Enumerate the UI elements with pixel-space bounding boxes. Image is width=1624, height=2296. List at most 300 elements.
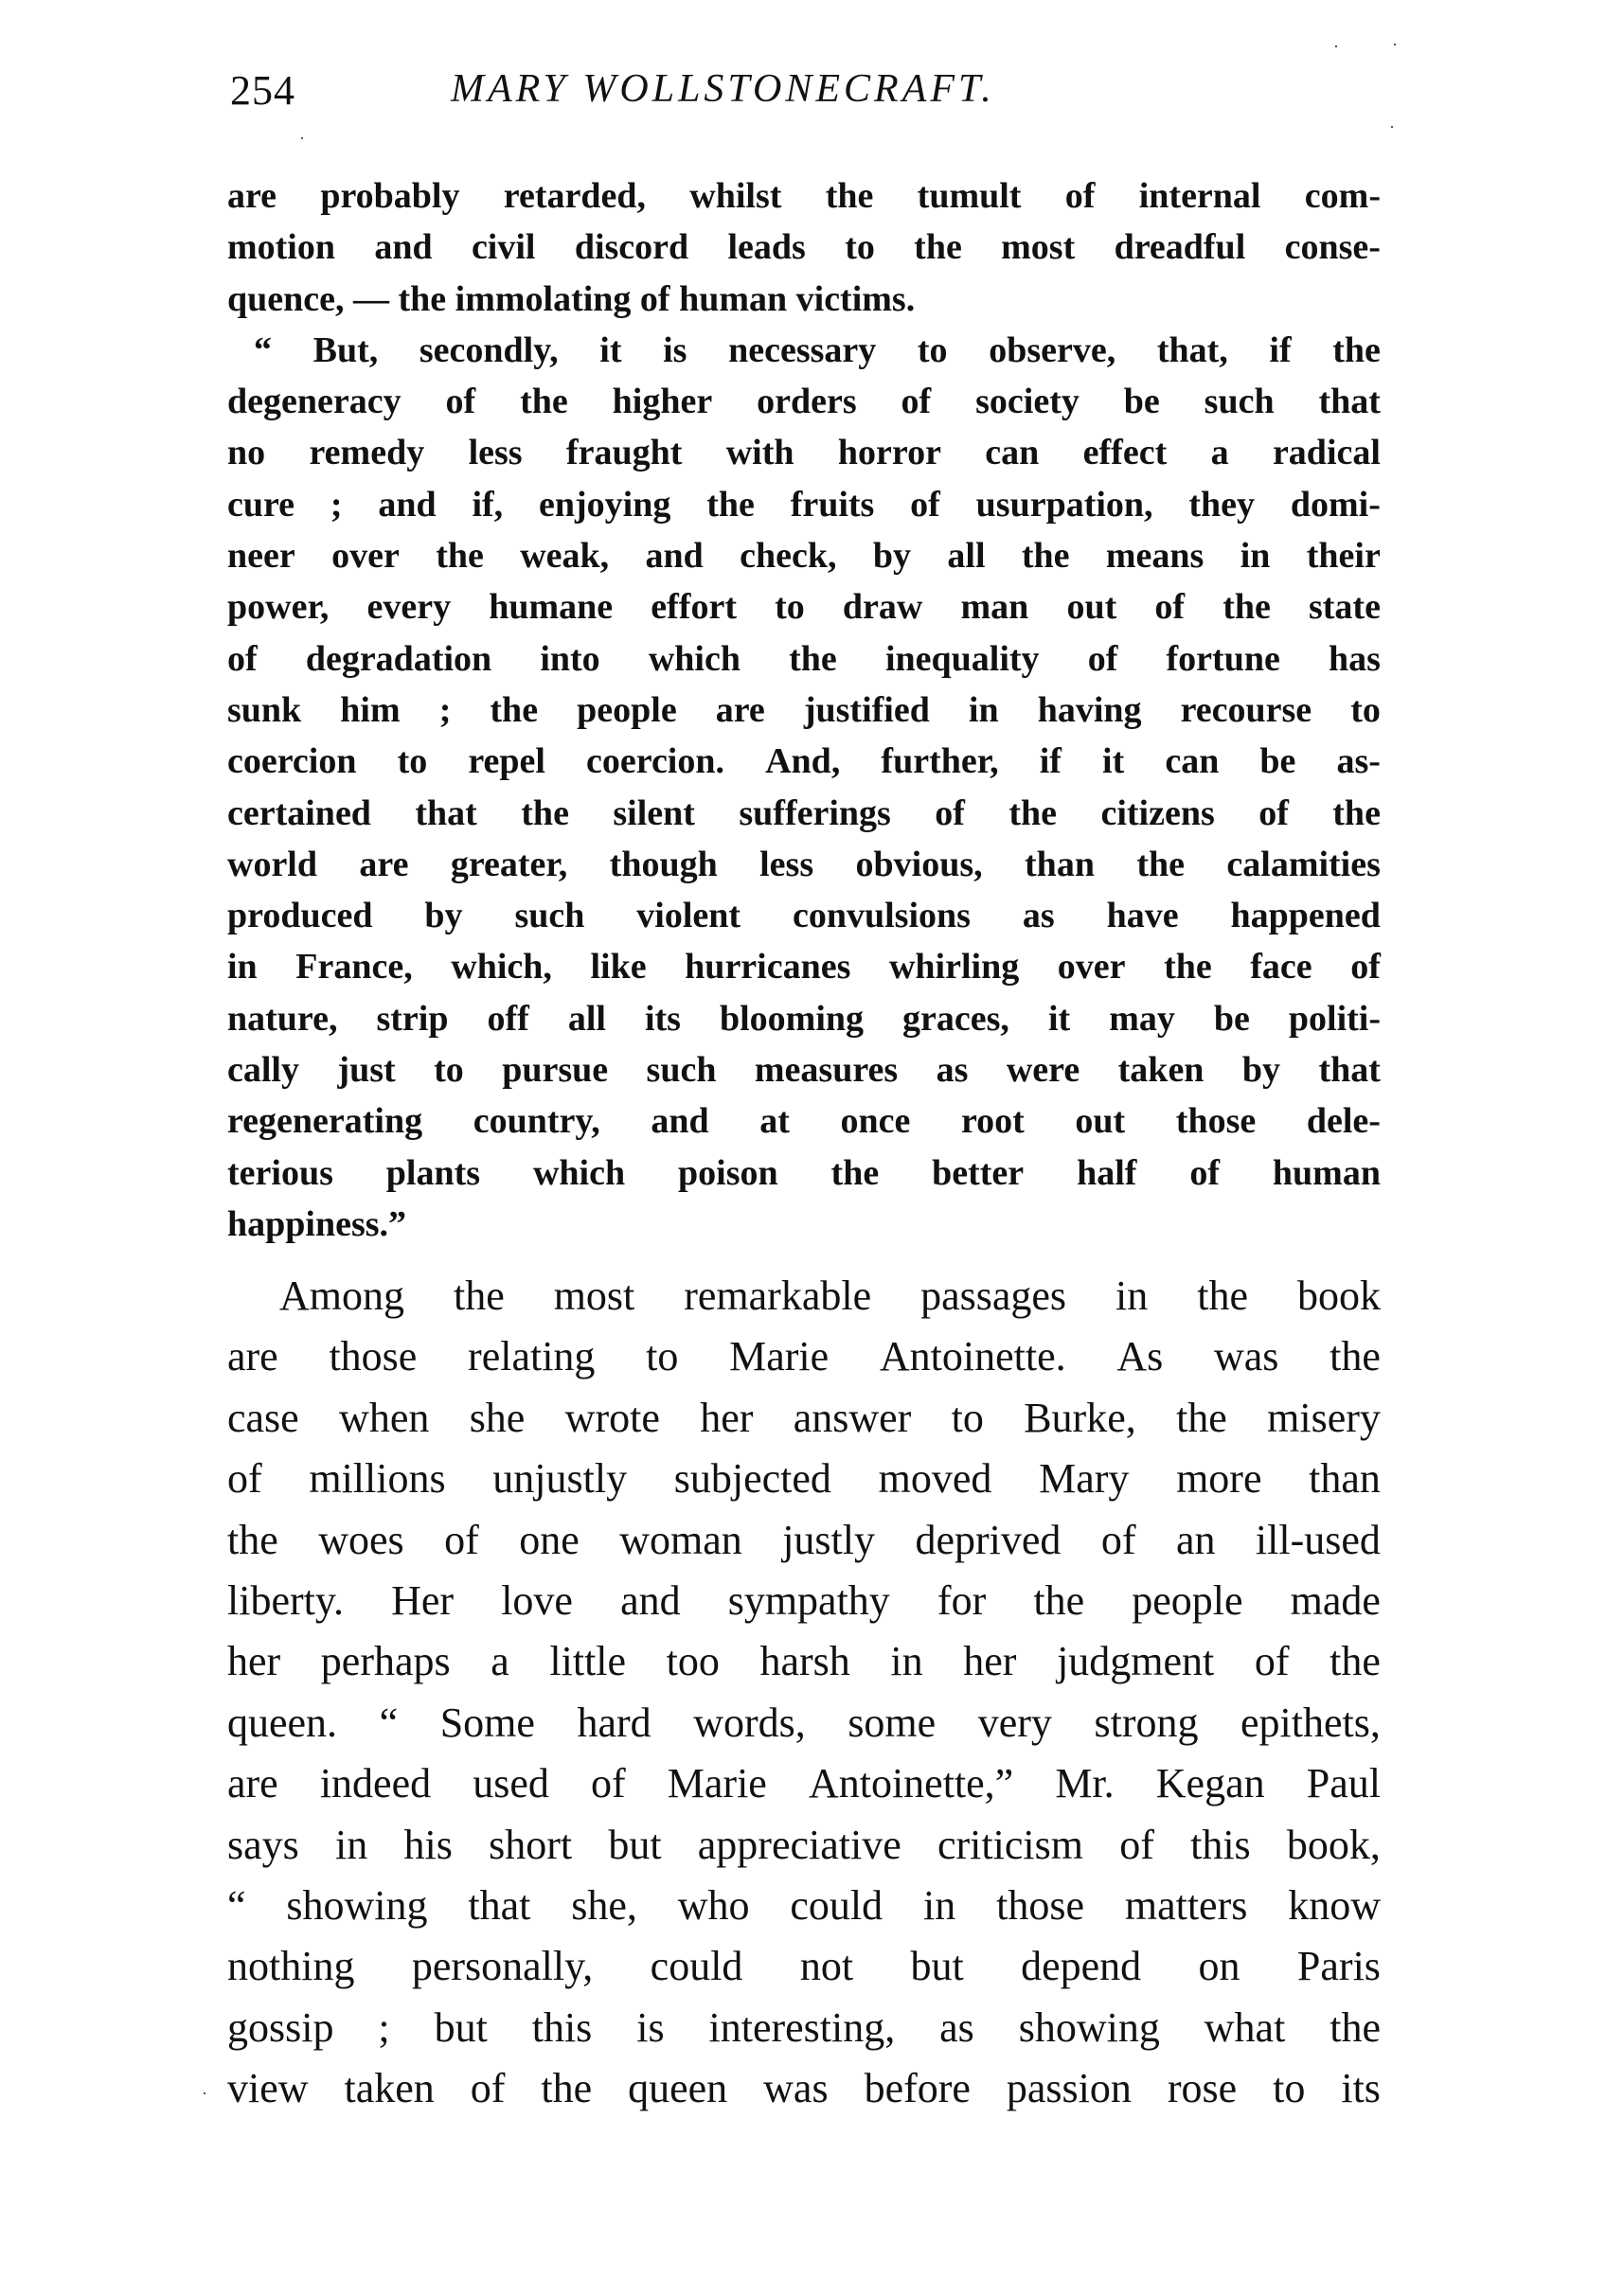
word: the: [227, 1516, 278, 1563]
word: that: [415, 792, 477, 833]
word: the: [1176, 1394, 1227, 1441]
word: repel: [468, 741, 545, 782]
word: into: [540, 638, 600, 679]
word: taken: [1117, 1050, 1205, 1091]
word: Paris: [1296, 1943, 1381, 1990]
word: the: [1136, 844, 1185, 884]
word: inequality: [884, 638, 1040, 679]
word: that: [468, 1882, 531, 1930]
word: some: [848, 1699, 937, 1746]
scan-speck: [301, 137, 303, 139]
word: if: [1269, 329, 1292, 370]
word: what: [1204, 2003, 1286, 2051]
word: be: [1213, 998, 1250, 1039]
word: as-: [1336, 741, 1381, 782]
word: radical: [1272, 433, 1381, 473]
word: love: [501, 1577, 573, 1625]
word: degeneracy: [227, 382, 402, 422]
word: strong: [1094, 1699, 1199, 1746]
word: of: [591, 1760, 626, 1807]
word: of: [910, 484, 940, 525]
word: of: [1100, 1516, 1136, 1563]
quoted-passage: [227, 170, 1381, 1250]
word: Marie: [729, 1333, 830, 1380]
word: of: [1087, 638, 1118, 679]
text-line: [227, 1936, 1381, 1997]
word: her: [227, 1638, 281, 1685]
word: him: [340, 689, 401, 730]
word: leads: [727, 227, 806, 268]
word: motion: [227, 227, 335, 268]
word: she,: [571, 1882, 637, 1930]
word: in: [968, 689, 999, 730]
word: enjoying: [539, 484, 671, 525]
word: to: [1350, 689, 1381, 730]
word: state: [1308, 587, 1381, 628]
word: the: [541, 2065, 593, 2112]
word: to: [845, 227, 875, 268]
word: Marie: [667, 1760, 767, 1807]
word: that: [1318, 1050, 1381, 1091]
word: by: [424, 896, 463, 936]
text-line: [227, 1449, 1381, 1509]
word: of: [227, 638, 258, 679]
word: justified: [803, 689, 930, 730]
word: may: [1109, 998, 1175, 1039]
word: has: [1329, 638, 1381, 679]
word: sunk: [227, 689, 302, 730]
word: subjected: [673, 1455, 831, 1503]
word: coercion: [227, 741, 357, 782]
word: moved: [878, 1455, 992, 1503]
word: in: [1240, 536, 1271, 577]
word: the: [520, 382, 568, 422]
text-line: [227, 633, 1381, 685]
text-line: [227, 1571, 1381, 1631]
word: of: [1350, 947, 1381, 988]
word: ;: [330, 484, 343, 525]
scan-speck: [1335, 45, 1337, 47]
text-line: [227, 788, 1381, 839]
word: their: [1306, 536, 1381, 577]
word: society: [975, 382, 1080, 422]
word: harsh: [759, 1638, 850, 1685]
word: of: [901, 382, 932, 422]
word: wrote: [564, 1394, 660, 1441]
word: neer: [227, 536, 295, 577]
word: matters: [1124, 1882, 1248, 1930]
text-line: [227, 1631, 1381, 1692]
word: effort: [651, 587, 737, 628]
text-line: [227, 993, 1381, 1044]
scan-speck: [1391, 126, 1393, 128]
word: not: [799, 1943, 854, 1990]
word: the: [436, 536, 484, 577]
word: the: [1330, 1333, 1381, 1380]
word: and: [651, 1101, 709, 1142]
word: off: [487, 998, 529, 1039]
text-line: quence, — the immolating of human victims.: [227, 278, 916, 319]
word: the: [1021, 536, 1070, 577]
word: over: [1057, 947, 1126, 988]
word: graces,: [902, 998, 1009, 1039]
word: discord: [574, 227, 689, 268]
text-line: [227, 222, 1381, 273]
word: than: [1025, 844, 1095, 884]
word: those: [1175, 1101, 1257, 1142]
text-line: [227, 685, 1381, 736]
text-line: [227, 581, 1381, 632]
word: woman: [619, 1516, 742, 1563]
word: of: [1254, 1638, 1290, 1685]
word: the: [830, 1152, 880, 1193]
word: unjustly: [492, 1455, 628, 1503]
word: those: [996, 1882, 1084, 1930]
word: in: [335, 1821, 368, 1868]
word: silent: [613, 792, 695, 833]
word: further,: [881, 741, 999, 782]
word: indeed: [319, 1760, 432, 1807]
word: violent: [636, 896, 741, 936]
word: sufferings: [739, 792, 891, 833]
word: man: [960, 587, 1029, 628]
word: when: [339, 1394, 430, 1441]
word: which,: [451, 947, 552, 988]
word: ;: [378, 2003, 390, 2051]
word: of: [935, 792, 965, 833]
word: such: [1204, 382, 1275, 422]
text-line: [227, 427, 1381, 478]
word: rose: [1167, 2065, 1238, 2112]
word: people: [577, 689, 677, 730]
word: half: [1077, 1152, 1137, 1193]
word: nature,: [227, 998, 338, 1039]
text-line: [227, 1753, 1381, 1814]
word: blooming: [719, 998, 865, 1039]
word: civil: [471, 227, 536, 268]
word: though: [609, 844, 718, 884]
word: be: [1259, 741, 1296, 782]
word: it: [599, 329, 622, 370]
word: whirling: [888, 947, 1020, 988]
word: convulsions: [792, 896, 971, 936]
word: its: [644, 998, 681, 1039]
text-line: [227, 736, 1381, 787]
word: all: [947, 536, 986, 577]
word: the: [490, 689, 539, 730]
text-line: [227, 941, 1381, 992]
word: like: [590, 947, 647, 988]
word: happened: [1230, 896, 1381, 936]
word: gossip: [227, 2003, 334, 2051]
word: it: [1102, 741, 1125, 782]
word: were: [1006, 1050, 1080, 1091]
word: woes: [318, 1516, 404, 1563]
word: such: [646, 1050, 717, 1091]
word: out: [1075, 1101, 1126, 1142]
word: strip: [376, 998, 449, 1039]
word: its: [1341, 2065, 1381, 2112]
word: to: [646, 1333, 679, 1380]
word: most: [1001, 227, 1076, 268]
word: but: [910, 1943, 964, 1990]
word: just: [337, 1050, 396, 1091]
word: world: [227, 844, 317, 884]
word: hard: [577, 1699, 651, 1746]
body-paragraph: [227, 1266, 1381, 2120]
word: words,: [693, 1699, 806, 1746]
word: hurricanes: [685, 947, 851, 988]
word: of: [1064, 176, 1096, 216]
word: could: [650, 1943, 743, 1990]
word: which: [648, 638, 741, 679]
word: “: [227, 1882, 246, 1930]
word: a: [1210, 433, 1229, 473]
word: says: [227, 1821, 299, 1868]
word: view: [227, 2065, 309, 2112]
word: appreciative: [697, 1821, 901, 1868]
word: Some: [439, 1699, 535, 1746]
word: by: [1241, 1050, 1281, 1091]
word: the: [1197, 1273, 1248, 1319]
word: Kegan: [1155, 1760, 1265, 1807]
word: remedy: [309, 433, 425, 473]
word: retarded,: [503, 176, 646, 216]
word: queen: [628, 2065, 728, 2112]
word: book: [1296, 1273, 1381, 1319]
word: deprived: [915, 1516, 1062, 1563]
text-line: [227, 325, 1381, 376]
word: terious: [227, 1152, 333, 1193]
word: millions: [309, 1455, 446, 1503]
word: epithets,: [1240, 1699, 1381, 1746]
running-head: [230, 66, 1381, 123]
word: “: [254, 329, 272, 370]
word: the: [1332, 792, 1381, 833]
word: showing: [1018, 2003, 1160, 2051]
word: out: [1066, 587, 1117, 628]
word: poison: [678, 1152, 778, 1193]
word: dele-: [1306, 1101, 1381, 1142]
word: are: [227, 1760, 278, 1807]
word: degradation: [305, 638, 492, 679]
word: Her: [391, 1577, 455, 1625]
word: his: [403, 1821, 453, 1868]
word: book,: [1286, 1821, 1381, 1868]
word: but: [434, 2003, 488, 2051]
word: they: [1188, 484, 1256, 525]
word: power,: [227, 587, 330, 628]
text-line: [227, 376, 1381, 427]
word: And,: [765, 741, 841, 782]
word: “: [379, 1699, 399, 1746]
word: if: [1039, 741, 1062, 782]
text-line: [227, 1266, 1381, 1326]
word: fortune: [1166, 638, 1280, 679]
word: as: [939, 2003, 974, 2051]
word: calamities: [1226, 844, 1381, 884]
word: necessary: [728, 329, 877, 370]
word: the: [1222, 587, 1271, 628]
word: Mary: [1039, 1455, 1130, 1503]
word: for: [937, 1577, 987, 1625]
word: to: [917, 329, 948, 370]
word: having: [1037, 689, 1142, 730]
word: most: [553, 1273, 635, 1319]
word: Paul: [1306, 1760, 1381, 1807]
word: ;: [438, 689, 452, 730]
word: to: [397, 741, 428, 782]
word: the: [825, 176, 874, 216]
word: at: [759, 1101, 790, 1142]
word: secondly,: [419, 329, 559, 370]
word: produced: [227, 896, 373, 936]
word: plants: [385, 1152, 481, 1193]
text-line: [227, 1148, 1381, 1199]
word: her: [963, 1638, 1017, 1685]
word: that,: [1156, 329, 1228, 370]
word: orders: [757, 382, 857, 422]
word: who: [677, 1882, 750, 1930]
word: showing: [286, 1882, 428, 1930]
text-line: [227, 839, 1381, 890]
word: once: [840, 1101, 911, 1142]
word: measures: [754, 1050, 899, 1091]
text-line: [227, 1815, 1381, 1876]
word: As: [1116, 1333, 1164, 1380]
word: domi-: [1290, 484, 1381, 525]
word: internal: [1138, 176, 1261, 216]
word: observe,: [989, 329, 1116, 370]
word: in: [1115, 1273, 1149, 1319]
word: the: [1332, 329, 1381, 370]
word: such: [514, 896, 585, 936]
word: root: [960, 1101, 1025, 1142]
word: to: [775, 587, 805, 628]
word: on: [1198, 1943, 1240, 1990]
word: less: [468, 433, 523, 473]
word: case: [227, 1394, 299, 1441]
word: but: [608, 1821, 662, 1868]
word: probably: [320, 176, 460, 216]
text-line: [227, 479, 1381, 530]
word: it: [1047, 998, 1071, 1039]
text-line: [227, 1044, 1381, 1095]
word: higher: [612, 382, 713, 422]
word: nothing: [227, 1943, 355, 1990]
word: coercion.: [586, 741, 725, 782]
word: if,: [472, 484, 504, 525]
word: taken: [344, 2065, 435, 2112]
word: this: [531, 2003, 593, 2051]
word: people: [1132, 1577, 1243, 1625]
word: Antoinette.: [879, 1333, 1066, 1380]
text-line: [227, 890, 1381, 941]
word: ill-used: [1255, 1516, 1381, 1563]
word: could: [790, 1882, 883, 1930]
word: the: [453, 1273, 505, 1319]
word: face: [1250, 947, 1312, 988]
word: obvious,: [855, 844, 983, 884]
word: passion: [1006, 2065, 1132, 2112]
word: can: [1165, 741, 1220, 782]
word: But,: [312, 329, 379, 370]
word: one: [519, 1516, 580, 1563]
word: are: [715, 689, 765, 730]
text-line: [227, 170, 1381, 222]
word: is: [663, 329, 687, 370]
word: all: [567, 998, 606, 1039]
text-line: [227, 1388, 1381, 1449]
word: by: [872, 536, 912, 577]
word: weak,: [520, 536, 610, 577]
word: those: [329, 1333, 418, 1380]
word: her: [700, 1394, 754, 1441]
word: relating: [468, 1333, 596, 1380]
scan-speck: [204, 2092, 205, 2094]
word: which: [532, 1152, 626, 1193]
word: to: [1273, 2065, 1306, 2112]
word: is: [636, 2003, 665, 2051]
word: Among: [279, 1273, 404, 1319]
page-number: 254: [230, 67, 295, 114]
word: Mr.: [1055, 1760, 1115, 1807]
word: and: [620, 1577, 681, 1625]
word: pursue: [502, 1050, 609, 1091]
word: can: [985, 433, 1040, 473]
word: of: [444, 1516, 479, 1563]
word: of: [1119, 1821, 1154, 1868]
word: an: [1175, 1516, 1216, 1563]
word: com-: [1304, 176, 1381, 216]
word: remarkable: [684, 1273, 872, 1319]
word: in: [890, 1638, 923, 1685]
word: recourse: [1180, 689, 1312, 730]
word: and: [645, 536, 704, 577]
word: check,: [740, 536, 837, 577]
word: human: [1272, 1152, 1381, 1193]
word: criticism: [937, 1821, 1083, 1868]
scan-speck: [1394, 44, 1396, 45]
text-line: [227, 1510, 1381, 1571]
word: than: [1309, 1455, 1381, 1503]
word: little: [549, 1638, 627, 1685]
word: the: [1330, 2003, 1381, 2051]
word: no: [227, 433, 266, 473]
word: greater,: [450, 844, 568, 884]
word: every: [366, 587, 452, 628]
text-line: [227, 1998, 1381, 2058]
text-line: [227, 1693, 1381, 1753]
word: better: [932, 1152, 1025, 1193]
word: country,: [473, 1101, 600, 1142]
word: know: [1288, 1882, 1381, 1930]
word: of: [1154, 587, 1186, 628]
word: the: [914, 227, 962, 268]
word: the: [1008, 792, 1058, 833]
word: usurpation,: [975, 484, 1153, 525]
word: was: [763, 2065, 829, 2112]
text-line: [227, 1095, 1381, 1147]
word: misery: [1267, 1394, 1381, 1441]
word: too: [666, 1638, 720, 1685]
word: to: [434, 1050, 464, 1091]
word: answer: [793, 1394, 912, 1441]
word: over: [331, 536, 400, 577]
word: justly: [782, 1516, 875, 1563]
word: perhaps: [320, 1638, 451, 1685]
word: be: [1123, 382, 1160, 422]
